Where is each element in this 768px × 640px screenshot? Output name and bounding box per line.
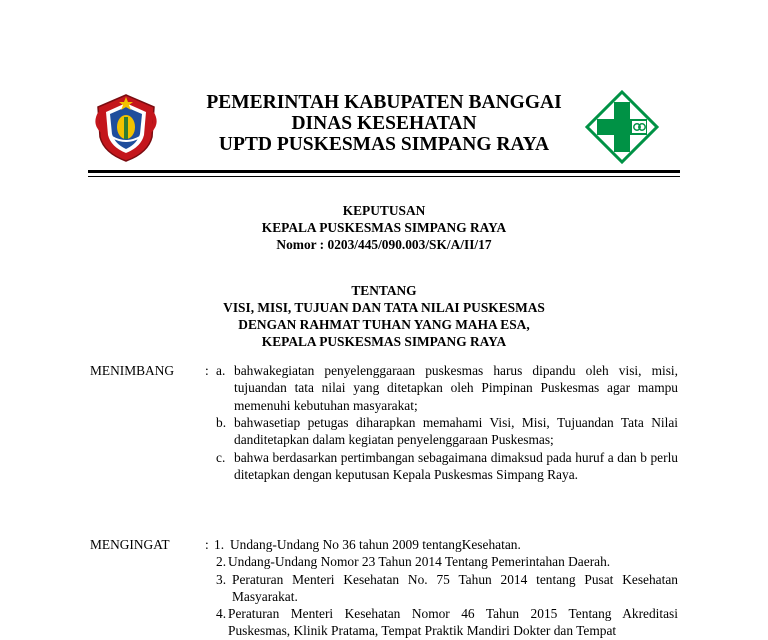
banggai-emblem-icon bbox=[94, 93, 158, 163]
menimbang-item-marker: c. bbox=[216, 450, 226, 465]
letterhead-line-1: PEMERINTAH KABUPATEN BANGGAI bbox=[206, 92, 562, 113]
about-subject: VISI, MISI, TUJUAN DAN TATA NILAI PUSKESMAS bbox=[223, 300, 545, 315]
menimbang-colon: : bbox=[205, 363, 209, 378]
mengingat-item-text: Undang-Undang Nomor 23 Tahun 2014 Tentang Pemerintahan Daerah. bbox=[228, 554, 611, 569]
menimbang-item-text: bahwakegiatan penyelenggaraan puskesmas harus dipandu oleh visi, misi, tujuandan tata nilai yang ditetapkan oleh Pimpinan Puskesmas agar mampu memenuhi kebutuhan masyarakat; bbox=[234, 363, 678, 413]
mengingat-item-text: Peraturan Menteri Kesehatan Nomor 46 Tahun 2015 Tentang Akreditasi Puskesmas, Klinik Pratama, Tempat Praktik Mandiri Dokter dan Tempat bbox=[228, 606, 678, 639]
mengingat-item-marker: 3. bbox=[216, 572, 227, 587]
menimbang-item-marker: b. bbox=[216, 415, 227, 430]
mengingat-item-3 bbox=[216, 571, 678, 606]
letterhead-title bbox=[150, 92, 618, 155]
menimbang-item-c bbox=[216, 449, 678, 484]
menimbang-item-b bbox=[216, 414, 678, 449]
letterhead-rule-thick bbox=[88, 170, 680, 173]
letterhead-rule-thin bbox=[88, 176, 680, 177]
about-blessing: DENGAN RAHMAT TUHAN YANG MAHA ESA, bbox=[238, 317, 530, 332]
about-head: KEPALA PUSKESMAS SIMPANG RAYA bbox=[261, 334, 507, 349]
about-heading bbox=[88, 282, 680, 350]
decree-number: Nomor : 0203/445/090.003/SK/A/II/17 bbox=[276, 237, 492, 252]
decree-heading bbox=[88, 202, 680, 253]
mengingat-item-1 bbox=[214, 536, 678, 553]
decree-title: KEPUTUSAN bbox=[342, 203, 426, 218]
menimbang-item-text: bahwa berdasarkan pertimbangan sebagaimana dimaksud pada huruf a dan b perlu ditetapkan dengan keputusan Kepala Puskesmas Simpang Raya. bbox=[234, 450, 678, 483]
mengingat-item-4 bbox=[216, 605, 678, 640]
mengingat-item-text: Undang-Undang No 36 tahun 2009 tentangKesehatan. bbox=[230, 537, 521, 552]
mengingat-label: MENGINGAT bbox=[90, 537, 170, 552]
letterhead bbox=[0, 0, 768, 180]
letterhead-line-2: DINAS KESEHATAN bbox=[291, 113, 477, 134]
about-tentang: TENTANG bbox=[351, 283, 417, 298]
menimbang-item-marker: a. bbox=[216, 363, 226, 378]
menimbang-label: MENIMBANG bbox=[90, 363, 175, 378]
mengingat-item-2 bbox=[216, 553, 678, 570]
mengingat-item-marker: 2. bbox=[216, 554, 227, 569]
mengingat-item-marker: 4. bbox=[216, 606, 227, 621]
menimbang-item-a bbox=[216, 362, 678, 414]
decree-subtitle: KEPALA PUSKESMAS SIMPANG RAYA bbox=[261, 220, 507, 235]
mengingat-item-marker: 1. bbox=[214, 537, 225, 552]
puskesmas-logo-icon bbox=[584, 90, 660, 164]
menimbang-item-text: bahwasetiap petugas diharapkan memahami Visi, Misi, Tujuandan Tata Nilai danditetapkan dalam kegiatan penyelenggaraan Puskesmas; bbox=[234, 415, 678, 448]
letterhead-line-3: UPTD PUSKESMAS SIMPANG RAYA bbox=[218, 134, 550, 155]
mengingat-colon: : bbox=[205, 537, 209, 552]
mengingat-item-text: Peraturan Menteri Kesehatan No. 75 Tahun 2014 tentang Pusat Kesehatan Masyarakat. bbox=[232, 572, 678, 605]
